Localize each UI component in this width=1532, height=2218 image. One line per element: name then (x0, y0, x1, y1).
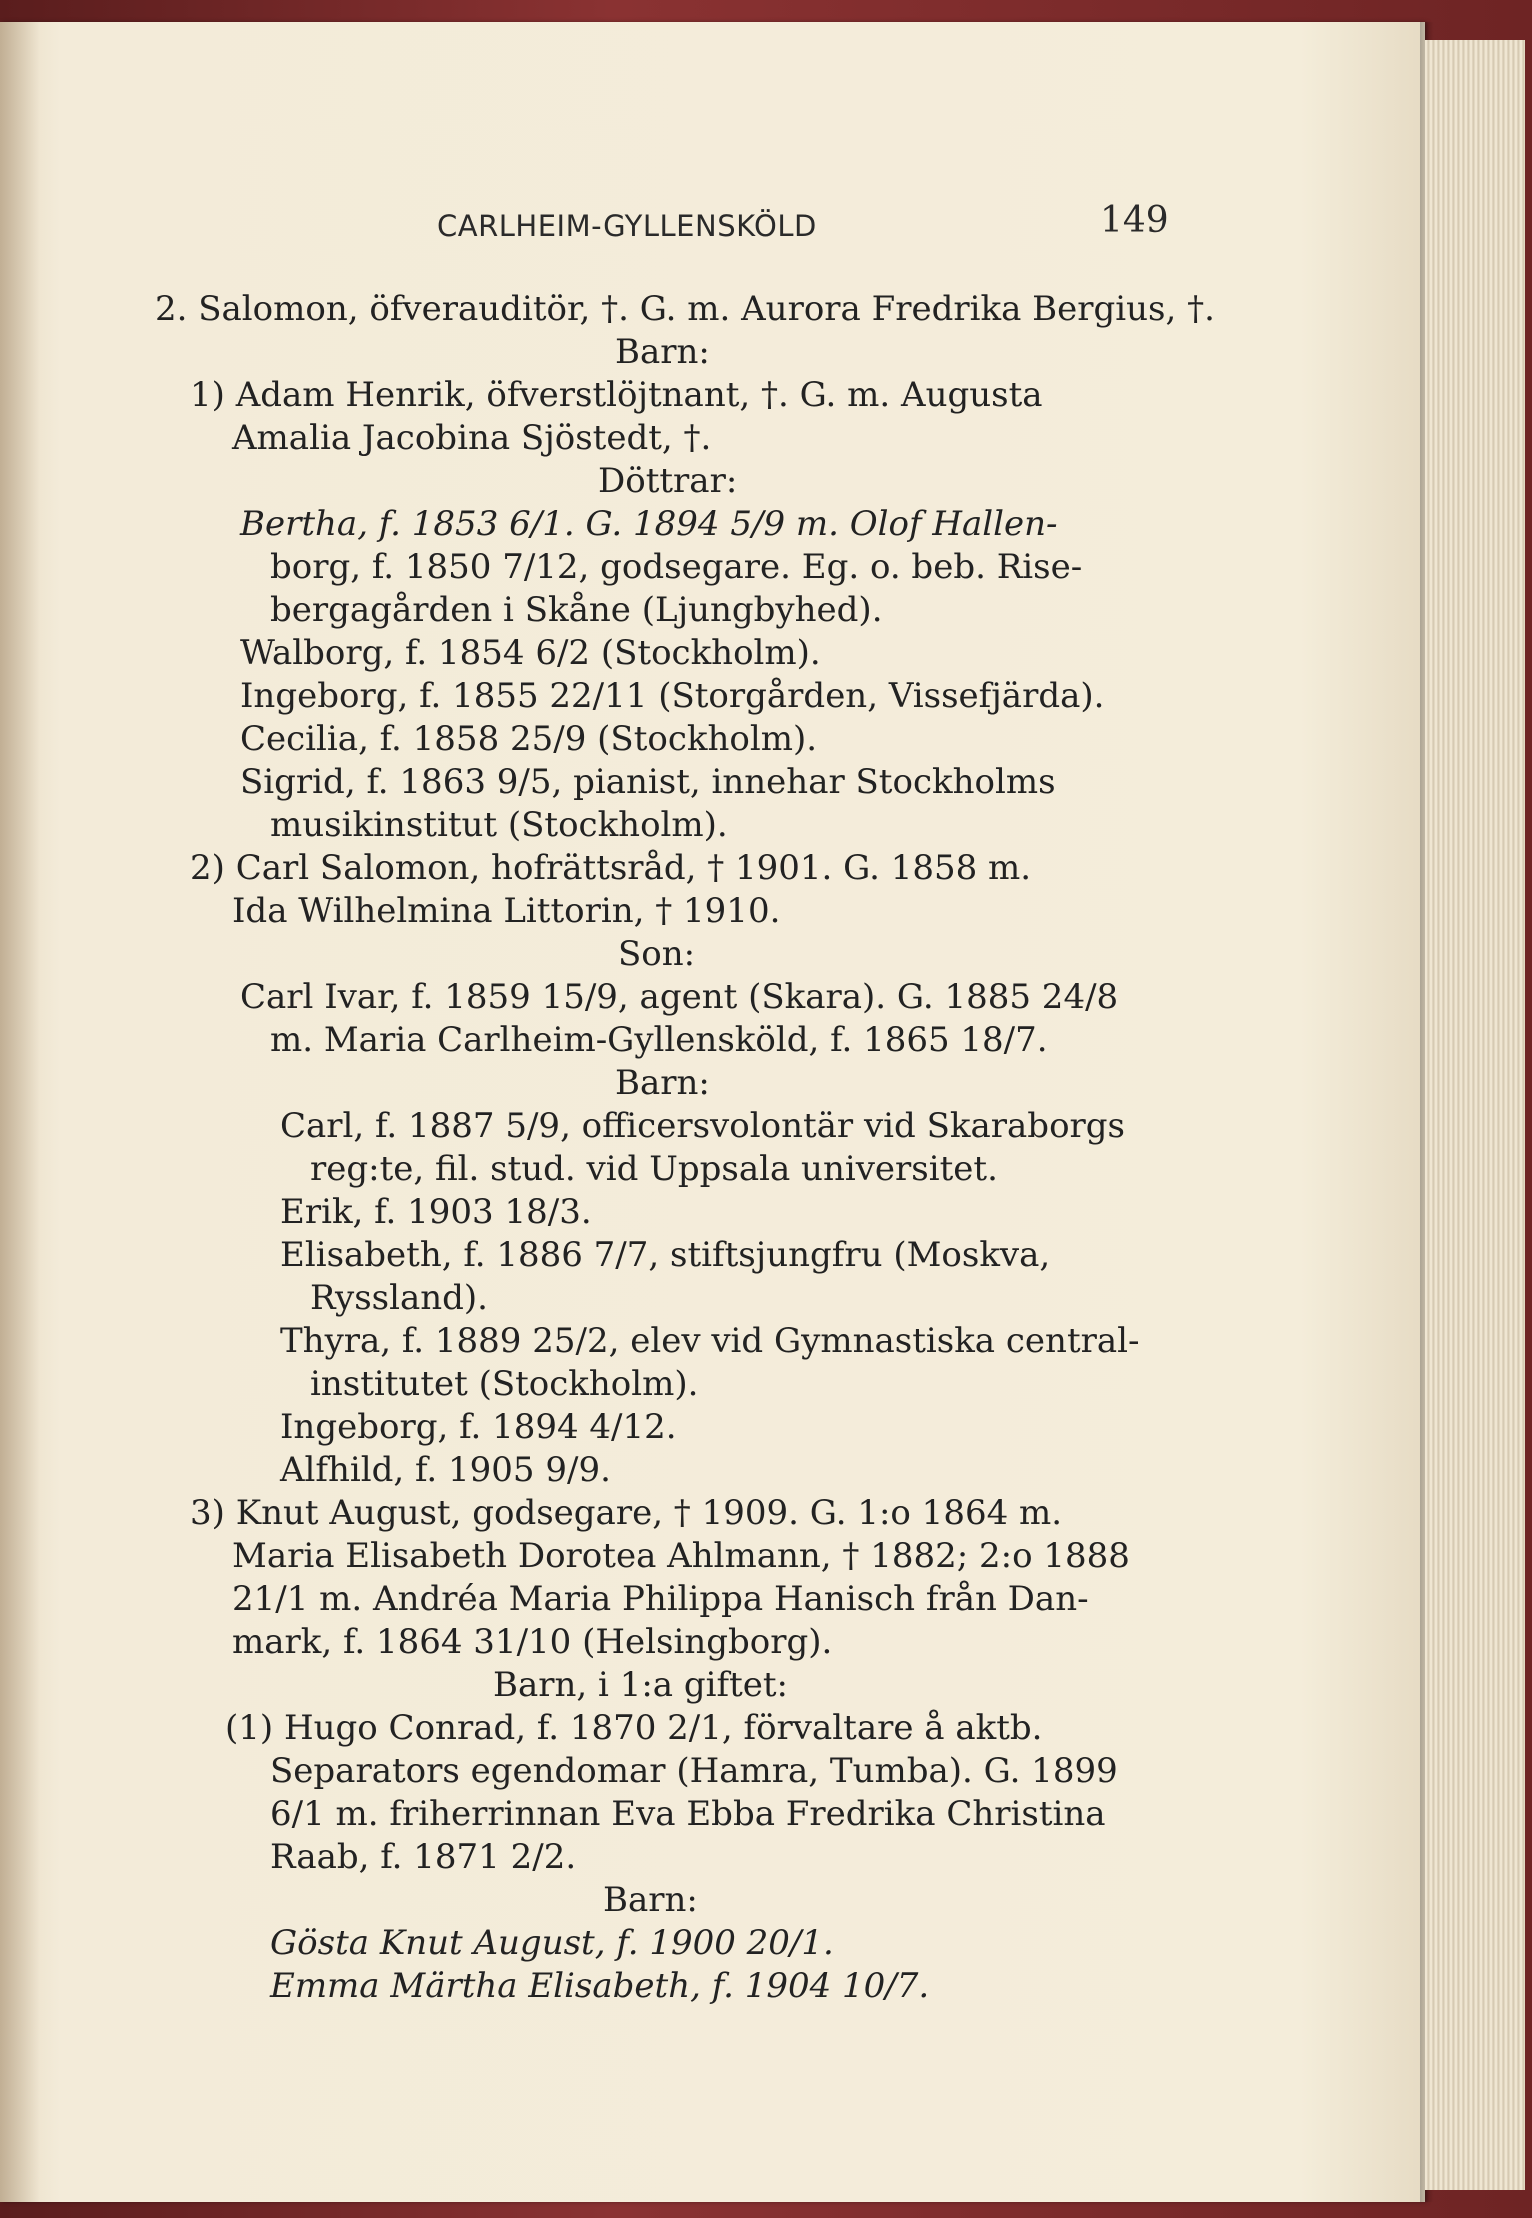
section-heading: Barn: (615, 1063, 710, 1103)
entry-line: Ida Wilhelmina Littorin, † 1910. (232, 891, 781, 931)
entry-line: Sigrid, f. 1863 9/5, pianist, innehar Stockholms (240, 762, 1056, 802)
entry-line: bergagården i Skåne (Ljungbyhed). (270, 590, 883, 630)
section-heading: Barn: (603, 1880, 698, 1920)
running-header: CARLHEIM-GYLLENSKÖLD (437, 209, 817, 243)
section-heading: Barn: (615, 332, 710, 372)
entry-line: Ingeborg, f. 1894 4/12. (280, 1407, 677, 1447)
section-heading: Barn, i 1:a giftet: (493, 1665, 788, 1705)
entry-line: (1) Hugo Conrad, f. 1870 2/1, förvaltare å aktb. (225, 1708, 1043, 1748)
page-number: 149 (1100, 200, 1169, 241)
entry-line: 1) Adam Henrik, öfverstlöjtnant, †. G. m. Augusta (190, 375, 1043, 415)
entry-line: Erik, f. 1903 18/3. (280, 1192, 592, 1232)
entry-line: 21/1 m. Andréa Maria Philippa Hanisch från Dan- (232, 1579, 1089, 1619)
entry-line: Cecilia, f. 1858 25/9 (Stockholm). (240, 719, 818, 759)
entry-line: Gösta Knut August, f. 1900 20/1. (270, 1923, 834, 1963)
entry-line: mark, f. 1864 31/10 (Helsingborg). (232, 1622, 833, 1662)
entry-line: musikinstitut (Stockholm). (270, 805, 728, 845)
entry-line: Walborg, f. 1854 6/2 (Stockholm). (240, 633, 821, 673)
entry-line: reg:te, fil. stud. vid Uppsala universitet. (310, 1149, 998, 1189)
entry-line: Alfhild, f. 1905 9/9. (280, 1450, 611, 1490)
entry-line: Raab, f. 1871 2/2. (270, 1837, 577, 1877)
entry-line: Emma Märtha Elisabeth, f. 1904 10/7. (270, 1966, 930, 2006)
entry-line: Amalia Jacobina Sjöstedt, †. (232, 418, 712, 458)
section-heading: Son: (618, 934, 696, 974)
entry-line: Bertha, f. 1853 6/1. G. 1894 5/9 m. Olof Hallen- (240, 504, 1058, 544)
entry-line: borg, f. 1850 7/12, godsegare. Eg. o. beb. Rise- (270, 547, 1083, 587)
entry-line: Maria Elisabeth Dorotea Ahlmann, † 1882; 2:o 1888 (232, 1536, 1130, 1576)
entry-line: 2. Salomon, öfverauditör, †. G. m. Aurora Fredrika Bergius, †. (155, 289, 1215, 329)
section-heading: Döttrar: (598, 461, 738, 501)
entry-line: institutet (Stockholm). (310, 1364, 699, 1404)
entry-line: Carl, f. 1887 5/9, officersvolontär vid Skaraborgs (280, 1106, 1126, 1146)
entry-line: Separators egendomar (Hamra, Tumba). G. 1899 (270, 1751, 1118, 1791)
entry-line: Thyra, f. 1889 25/2, elev vid Gymnastiska central- (280, 1321, 1140, 1361)
entry-line: 3) Knut August, godsegare, † 1909. G. 1:o 1864 m. (190, 1493, 1063, 1533)
entry-line: Ingeborg, f. 1855 22/11 (Storgården, Vissefjärda). (240, 676, 1105, 716)
page-stack-edge (1425, 40, 1525, 2190)
entry-line: Ryssland). (310, 1278, 488, 1318)
entry-line: 2) Carl Salomon, hofrättsråd, † 1901. G. 1858 m. (190, 848, 1032, 888)
entry-line: Carl Ivar, f. 1859 15/9, agent (Skara). G. 1885 24/8 (240, 977, 1119, 1017)
entry-line: Elisabeth, f. 1886 7/7, stiftsjungfru (Moskva, (280, 1235, 1051, 1275)
entry-line: 6/1 m. friherrinnan Eva Ebba Fredrika Christina (270, 1794, 1106, 1834)
entry-line: m. Maria Carlheim-Gyllensköld, f. 1865 18/7. (270, 1020, 1048, 1060)
